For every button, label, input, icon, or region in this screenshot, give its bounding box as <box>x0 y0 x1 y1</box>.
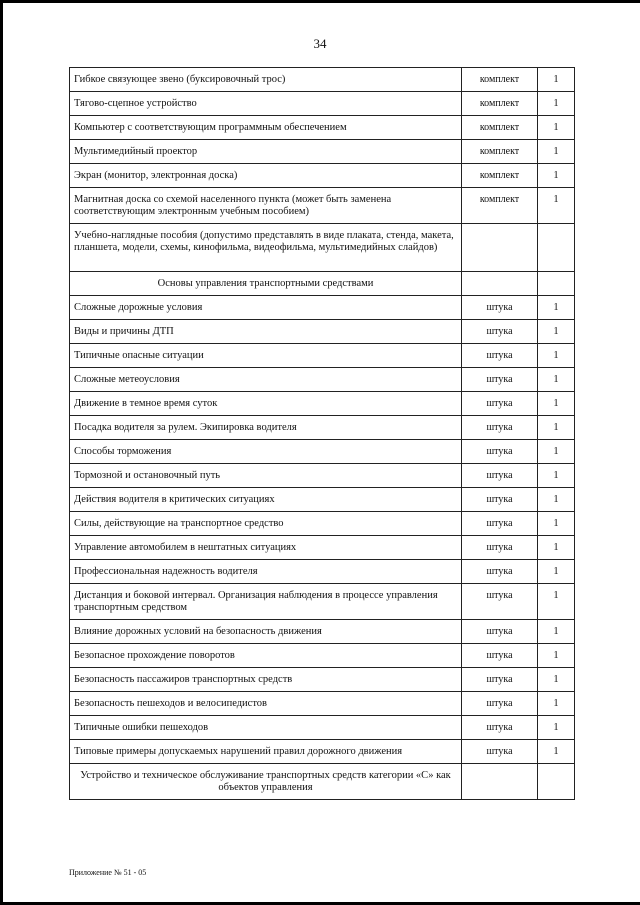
item-qty <box>538 272 575 296</box>
item-name: Силы, действующие на транспортное средство <box>70 512 462 536</box>
item-qty: 1 <box>538 584 575 620</box>
table-row <box>70 320 575 344</box>
item-name: Гибкое связующее звено (буксировочный трос) <box>70 68 462 92</box>
item-name: Безопасное прохождение поворотов <box>70 644 462 668</box>
item-qty: 1 <box>538 512 575 536</box>
item-unit: комплект <box>462 140 538 164</box>
item-unit: штука <box>462 392 538 416</box>
item-unit: штука <box>462 644 538 668</box>
item-name: Управление автомобилем в нештатных ситуациях <box>70 536 462 560</box>
item-qty: 1 <box>538 140 575 164</box>
item-unit: штука <box>462 368 538 392</box>
table-row <box>70 644 575 668</box>
table-row <box>70 92 575 116</box>
item-unit: штука <box>462 716 538 740</box>
item-unit <box>462 764 538 800</box>
table-row <box>70 584 575 620</box>
item-name: Действия водителя в критических ситуациях <box>70 488 462 512</box>
document-footer: Приложение № 51 - 05 <box>69 868 147 877</box>
item-unit <box>462 272 538 296</box>
item-qty: 1 <box>538 368 575 392</box>
table-row <box>70 368 575 392</box>
table-row <box>70 188 575 224</box>
item-qty: 1 <box>538 740 575 764</box>
table-row <box>70 164 575 188</box>
table-row <box>70 440 575 464</box>
table-row <box>70 296 575 320</box>
item-name: Способы торможения <box>70 440 462 464</box>
equipment-table <box>69 67 575 800</box>
item-name: Типовые примеры допускаемых нарушений правил дорожного движения <box>70 740 462 764</box>
section-title: Устройство и техническое обслуживание транспортных средств категории «С» как объектов управления <box>70 764 462 800</box>
item-name: Виды и причины ДТП <box>70 320 462 344</box>
item-name: Учебно-наглядные пособия (допустимо представлять в виде плаката, стенда, макета, планшета, модели, схемы, кинофильма, видеофильма, мультимедийных слайдов) <box>70 224 462 272</box>
item-unit: штука <box>462 668 538 692</box>
table-row <box>70 668 575 692</box>
item-qty <box>538 764 575 800</box>
table-row <box>70 464 575 488</box>
item-name: Безопасность пассажиров транспортных средств <box>70 668 462 692</box>
item-qty: 1 <box>538 536 575 560</box>
item-qty: 1 <box>538 668 575 692</box>
table-row <box>70 692 575 716</box>
item-qty: 1 <box>538 392 575 416</box>
item-unit: штука <box>462 512 538 536</box>
item-unit: штука <box>462 416 538 440</box>
table-row <box>70 116 575 140</box>
item-name: Профессиональная надежность водителя <box>70 560 462 584</box>
item-unit: штука <box>462 560 538 584</box>
item-unit: штука <box>462 464 538 488</box>
section-row <box>70 272 575 296</box>
table-row <box>70 344 575 368</box>
item-name: Движение в темное время суток <box>70 392 462 416</box>
table-row <box>70 560 575 584</box>
item-name: Типичные опасные ситуации <box>70 344 462 368</box>
item-unit: штука <box>462 440 538 464</box>
item-qty: 1 <box>538 116 575 140</box>
table-row <box>70 716 575 740</box>
item-name: Влияние дорожных условий на безопасность движения <box>70 620 462 644</box>
item-unit: комплект <box>462 188 538 224</box>
item-qty: 1 <box>538 716 575 740</box>
item-qty: 1 <box>538 620 575 644</box>
item-name: Экран (монитор, электронная доска) <box>70 164 462 188</box>
item-name: Компьютер с соответствующим программным обеспечением <box>70 116 462 140</box>
item-unit: штука <box>462 692 538 716</box>
item-name: Безопасность пешеходов и велосипедистов <box>70 692 462 716</box>
section-row <box>70 764 575 800</box>
item-qty: 1 <box>538 92 575 116</box>
scan-border-left <box>0 0 3 905</box>
item-name: Сложные метеоусловия <box>70 368 462 392</box>
scan-border-top <box>0 0 640 3</box>
item-unit: штука <box>462 488 538 512</box>
item-qty: 1 <box>538 296 575 320</box>
table-row <box>70 392 575 416</box>
item-name: Дистанция и боковой интервал. Организация наблюдения в процессе управления транспортным средством <box>70 584 462 620</box>
table-row <box>70 512 575 536</box>
table-row <box>70 224 575 272</box>
item-qty: 1 <box>538 416 575 440</box>
table-row <box>70 140 575 164</box>
item-qty: 1 <box>538 440 575 464</box>
item-unit: штука <box>462 296 538 320</box>
item-unit: комплект <box>462 116 538 140</box>
item-unit: штука <box>462 320 538 344</box>
item-qty: 1 <box>538 560 575 584</box>
item-unit: штука <box>462 344 538 368</box>
item-unit: комплект <box>462 68 538 92</box>
table-row <box>70 488 575 512</box>
section-title: Основы управления транспортными средствами <box>70 272 462 296</box>
item-unit: штука <box>462 620 538 644</box>
page-number: 34 <box>313 36 327 51</box>
table-row <box>70 68 575 92</box>
item-name: Сложные дорожные условия <box>70 296 462 320</box>
item-qty: 1 <box>538 488 575 512</box>
item-qty <box>538 224 575 272</box>
table-row <box>70 536 575 560</box>
item-name: Тягово-сцепное устройство <box>70 92 462 116</box>
item-qty: 1 <box>538 320 575 344</box>
item-name: Тормозной и остановочный путь <box>70 464 462 488</box>
item-unit: комплект <box>462 92 538 116</box>
item-unit: комплект <box>462 164 538 188</box>
item-qty: 1 <box>538 164 575 188</box>
item-qty: 1 <box>538 644 575 668</box>
item-name: Мультимедийный проектор <box>70 140 462 164</box>
item-name: Магнитная доска со схемой населенного пункта (может быть заменена соответствующим электронным учебным пособием) <box>70 188 462 224</box>
table-row <box>70 740 575 764</box>
item-qty: 1 <box>538 188 575 224</box>
item-qty: 1 <box>538 464 575 488</box>
item-unit: штука <box>462 584 538 620</box>
item-name: Посадка водителя за рулем. Экипировка водителя <box>70 416 462 440</box>
item-qty: 1 <box>538 68 575 92</box>
item-name: Типичные ошибки пешеходов <box>70 716 462 740</box>
item-unit: штука <box>462 740 538 764</box>
table-row <box>70 620 575 644</box>
item-qty: 1 <box>538 692 575 716</box>
table-row <box>70 416 575 440</box>
item-unit: штука <box>462 536 538 560</box>
item-unit <box>462 224 538 272</box>
item-qty: 1 <box>538 344 575 368</box>
